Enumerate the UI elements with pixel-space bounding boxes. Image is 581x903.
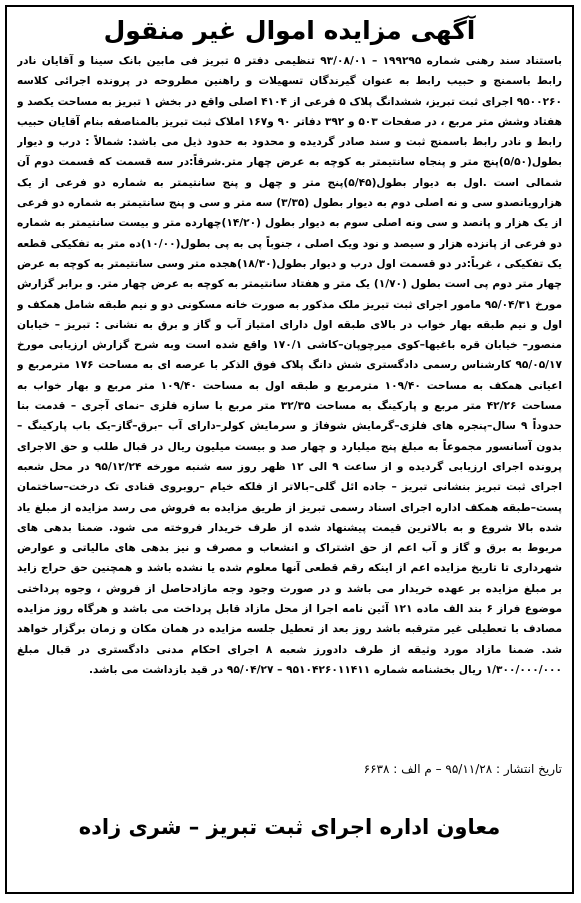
publication-date-line: تاریخ انتشار : ۹۵/۱۱/۲۸ – م الف : ۶۶۳۸ — [363, 762, 562, 776]
notice-body-text: باستناد سند رهنی شماره ۱۹۹۲۹۵ – ۹۳/۰۸/۰۱ تنظیمی دفتر ۵ تبریز فی مابین بانک سینا و آقایان نادر رابط باسمنج و حبیب رابط به عنوان گیرندگان تسهیلات و راهنین مطروحه در پرونده اجرائی کلاسه ۹۵۰۰۲۶۰ اجرای ثبت تبریز، ششدانگ پلاک ۵ فرعی از ۴۱۰۴ اصلی واقع در بخش ۱ تبریز به مساحت یکصد و هفتاد وشش متر مربع ، در صفحات ۵۰۳ و ۳۹۲ دفاتر ۹۰ و۱۶۷ املاک ثبت تبریز بالمناصفه بنام آقایان حبیب رابط و نادر رابط باسمنج ثبت و سند صادر گردیده و محدود به حدود ذیل می باشد: شمالاً : درب و دیوار بطول(۵/۵۰)پنج متر و پنجاه سانتیمتر به کوچه به عرض چهار متر.شرقاً:در سه قسمت که قسمت دوم آن شمالی است .اول به دیوار بطول(۵/۴۵)پنج متر و چهل و پنج سانتیمتر به شماره دو فرعی از یک هزارویانصدو سی و نه اصلی دوم به دیوار بطول (۳/۳۵) سه متر و سی و پنج سانتیمتر به شماره دو فرعی از یک هزار و پانصد و سی ونه اصلی سوم به دیوار بطول (۱۴/۲۰)چهارده متر و بیست سانتیمتر به شماره دو فرعی از پانزده هزار و سیصد و نود ویک اصلی ، جنوباً پی به پی بطول(۱۰/۰۰)ده متر به تفکیکی قطعه یک تفکیکی ، غرباً:در دو قسمت اول درب و دیوار بطول(۱۸/۳۰)هجده متر وسی سانتیمتر به کوچه به عرض چهار متر دوم پی است بطول (۱/۷۰) یک متر و هفتاد سانتیمتر به کوچه به عرض چهار متر. و برابر گزارش مورخ ۹۵/۰۴/۳۱ مامور اجرای ثبت تبریز ملک مذکور به صورت خانه مسکونی دو و نیم طبقه شامل همکف و اول و نیم طبقه بهار خواب در بالای طبقه اول دارای امتیاز آب و گاز و برق به نشانی : تبریز – خیابان منصور– خیابان قره باغیها–کوی میرچوپان–کاشی ۱۷۰/۱ واقع شده است وبه شرح گزارش ارزیابی مورخ ۹۵/۰۵/۱۷ کارشناس رسمی دادگستری شش دانگ پلاک فوق الذکر با عرصه ای به مساحت ۱۷۶ مترمربع و اعیانی همکف به مساحت ۱۰۹/۴۰ مترمربع و طبقه اول به مساحت ۱۰۹/۴۰ متر مربع و بهار خواب به مساحت ۴۲/۲۶ متر مربع و پارکینگ به مساحت ۳۲/۳۵ متر مربع با سازه فلزی –نمای آجری – قدمت بنا حدوداً ۹ سال–پنجره های فلزی–گرمایش شوفاژ و سرمایش کولر–دارای آب –برق–گاز–یک باب پارکینگ – بدون آسانسور مجموعاً به مبلغ پنج میلیارد و چهار صد و بیست میلیون ریال در قبال طلب و حق الاجرای پرونده اجرای ارزیابی گردیده و از ساعت ۹ الی ۱۲ ظهر روز سه شنبه مورخه ۹۵/۱۲/۲۴ در محل شعبه اجرای ثبت تبریز بنشانی تبریز – جاده ائل گلی–بالاتر از فلکه خیام –روبروی قنادی تک درخت–ساختمان پست–طبقه همکف اداره اجرای اسناد رسمی تبریز از طریق مزایده به فروش می رسد مزایده از مبلغ یاد شده بالا شروع و به بالاترین قیمت پیشنهاد شده از طرف خریدار فروخته می شود. ضمنا بدهی های مربوط به برق و گاز و آب اعم از حق اشتراک و انشعاب و مصرف و نیز بدهی های مالیاتی و عوارض شهرداری تا تاریخ مزایده اعم از اینکه رقم قطعی آنها معلوم شده یا نشده باشد و همچنین حق حراج زاید بر مبلغ مزایده بر عهده خریدار می باشد و در صورت وجود وجه مازادحاصل از فروش ، وجوه پرداختی موضوع فراز ۶ بند الف ماده ۱۲۱ آئین نامه اجرا از محل مازاد قابل پرداخت می باشد و هرگاه روز مزایده مصادف با تعطیلی غیر مترقبه باشد روز بعد از تعطیل جلسه مزایده در همان مکان و زمان برگزار خواهد شد. ضمنا مازاد مورد وثیقه از طرف دادورز شعبه ۸ اجرای احکام مدنی دادگستری در قبال مبلغ ۱/۳۰۰/۰۰۰/۰۰۰ ریال بخشنامه شماره ۹۵۱۰۴۲۶۰۱۱۴۱۱ – ۹۵/۰۴/۲۷ در قید بازداشت می باشد. — [17, 55, 562, 676]
signature-line: معاون اداره اجرای ثبت تبریز – شری زاده — [78, 815, 501, 839]
notice-title: آگهی مزایده اموال غیر منقول — [103, 16, 476, 45]
notice-frame — [5, 5, 574, 894]
